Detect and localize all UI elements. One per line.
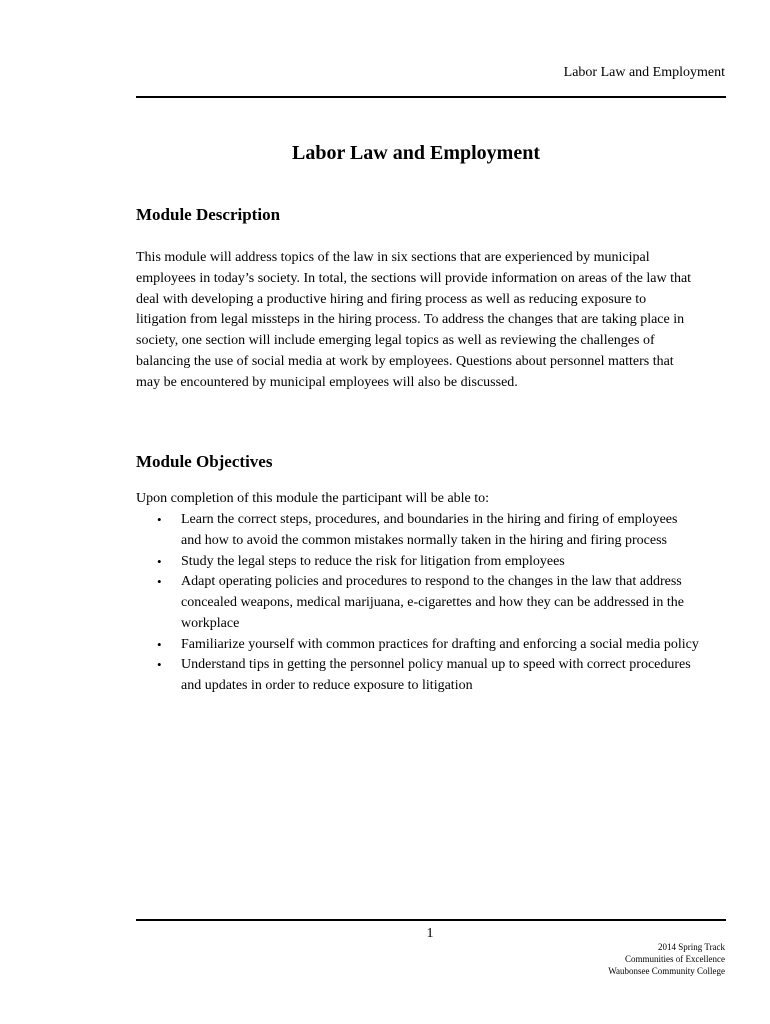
objective-text: Learn the correct steps, procedures, and boundaries in the hiring and firing of employees and how to avoid the common mistakes normally taken in the hiring and firing process <box>181 512 678 548</box>
objective-text: Familiarize yourself with common practices for drafting and enforcing a social media policy <box>181 636 699 652</box>
footer-track: 2014 Spring Track <box>657 942 725 952</box>
module-objectives-intro: Upon completion of this module the participant will be able to: <box>136 491 490 506</box>
list-item <box>136 655 700 697</box>
bullet-icon: • <box>157 553 162 569</box>
bullet-icon: • <box>157 512 162 527</box>
list-item <box>136 635 700 656</box>
running-header: Labor Law and Employment <box>563 65 725 80</box>
footer-divider <box>136 919 726 921</box>
document-title: Labor Law and Employment <box>291 142 540 164</box>
objective-text: Understand tips in getting the personnel policy manual up to speed with correct procedures and updates in order to reduce exposure to litigation <box>181 657 691 693</box>
footer-institution: Waubonsee Community College <box>608 966 725 976</box>
header-divider <box>136 96 726 98</box>
footer-program: Communities of Excellence <box>625 954 725 964</box>
list-item <box>136 552 700 573</box>
module-description-paragraph: This module will address topics of the law in six sections that are experienced by municipal employees in today’s society. In total, the sections will provide information on areas of the law that deal with developing a productive hiring and firing process as well as reducing exposure to litigation from legal missteps in the hiring process. To address the changes that are taking place in society, one section will include emerging legal topics as well as reviewing the challenges of balancing the use of social media at work by employees. Questions about personnel matters that may be encountered by municipal employees will also be discussed. <box>136 250 692 390</box>
module-objectives-heading: Module Objectives <box>136 452 273 471</box>
module-description-heading: Module Description <box>136 205 281 224</box>
footer-info <box>608 941 725 977</box>
page-number: 1 <box>426 926 434 941</box>
objective-text: Study the legal steps to reduce the risk for litigation from employees <box>181 553 565 569</box>
objectives-list <box>136 510 700 697</box>
bullet-icon: • <box>157 636 162 652</box>
list-item <box>136 510 700 552</box>
objective-text: Adapt operating policies and procedures to respond to the changes in the law that address concealed weapons, medical marijuana, e-cigarettes and how they can be addressed in the workplace <box>181 574 685 631</box>
list-item <box>136 572 700 634</box>
bullet-icon: • <box>157 657 162 673</box>
bullet-icon: • <box>157 574 162 590</box>
